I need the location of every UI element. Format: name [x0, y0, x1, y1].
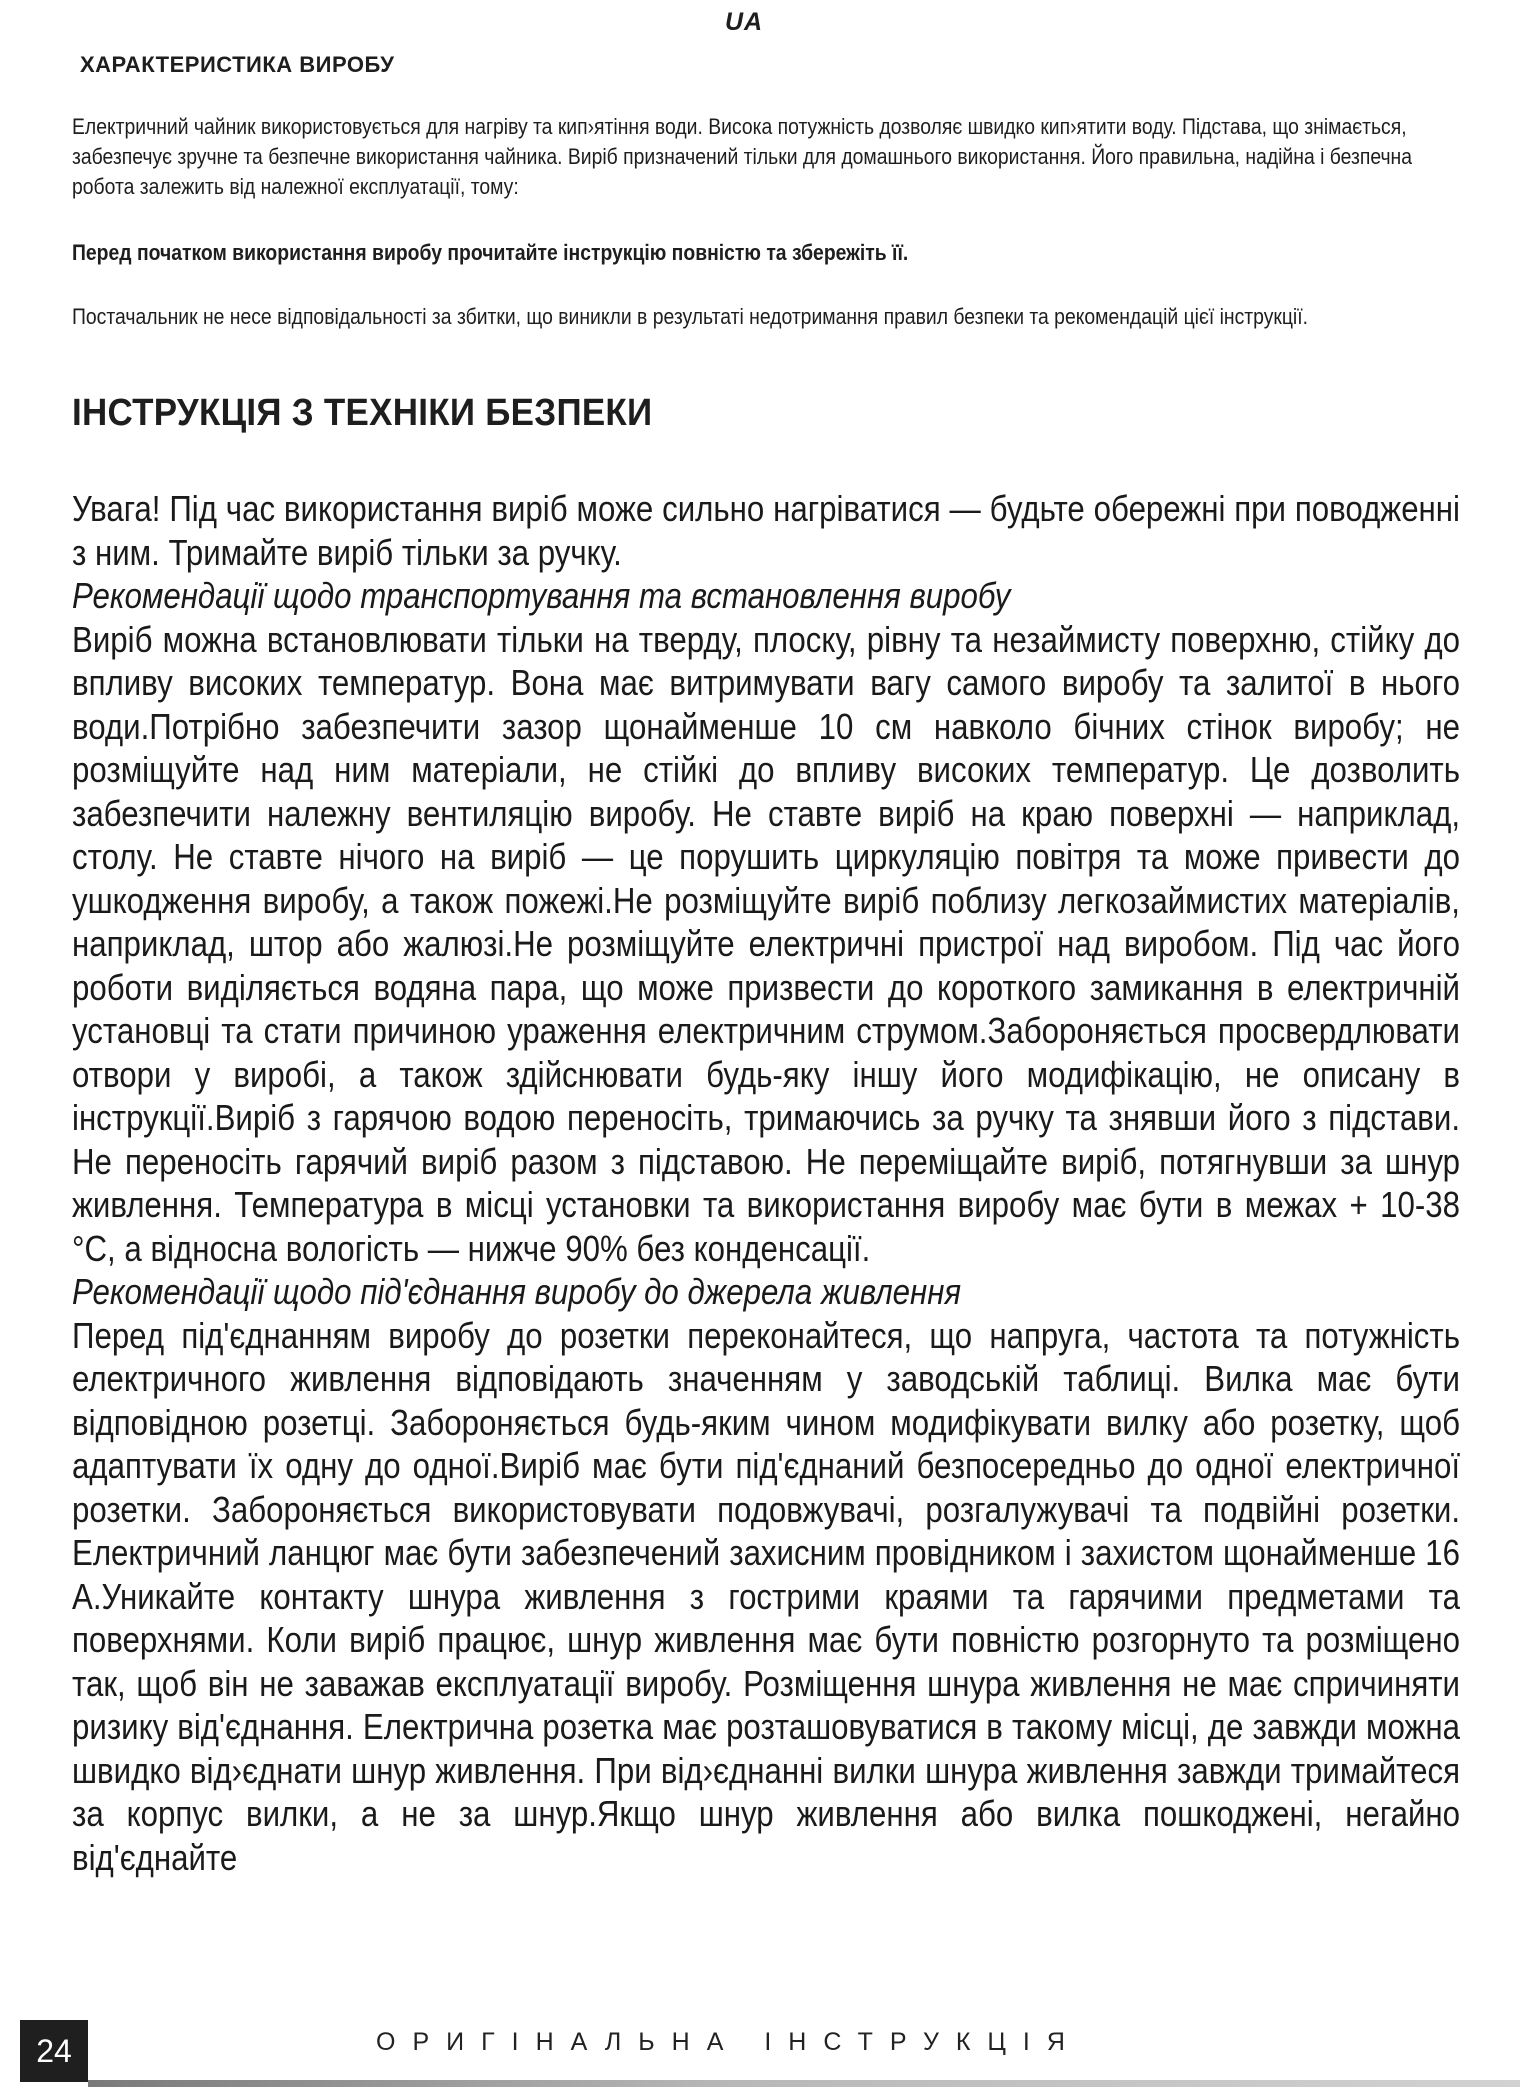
- supplier-disclaimer: Постачальник не несе відповідальності за збитки, що виникли в результаті недотримання правил безпеки та рекомендацій цієї інструкції.: [72, 304, 1309, 329]
- product-section-heading: ХАРАКТЕРИСТИКА ВИРОБУ: [80, 52, 395, 77]
- footer-divider: [88, 2080, 1520, 2087]
- transport-subheading: Рекомендації щодо транспортування та встановлення виробу: [72, 575, 1011, 616]
- safety-section-body: [72, 487, 1460, 1879]
- power-paragraph: Перед під'єднанням виробу до розетки переконайтеся, що напруга, частота та потужність електричного живлення відповідають значенням у заводській таблиці. Вилка має бути відповідною розетці. Забороняється будь-яким чином модифікувати вилку або розетку, щоб адаптувати їх одну до одної.Виріб має бути під'єднаний безпосередньо до одної електричної розетки. Забороняється використовувати подовжувачі, розгалужувачі та подвійні розетки. Електричний ланцюг має бути забезпечений захисним провідником і захистом щонайменше 16 А.Уникайте контакту шнура живлення з гострими краями та гарячими предметами та поверхнями. Коли виріб працює, шнур живлення має бути повністю розгорнуто та розміщено так, щоб він не заважав експлуатації виробу. Розміщення шнура живлення не має спричиняти ризику від'єднання. Електрична розетка має розташовуватися в такому місці, де завжди можна швидко від›єднати шнур живлення. При від›єднанні вилки шнура живлення завжди тримайтеся за корпус вилки, а не за шнур.Якщо шнур живлення або вилка пошкоджені, негайно від'єднайте: [72, 1314, 1460, 1878]
- power-subheading: Рекомендації щодо під'єднання виробу до джерела живлення: [72, 1271, 962, 1312]
- footer-title: ОРИГІНАЛЬНА ІНСТРУКЦІЯ: [376, 2028, 1082, 2056]
- language-tag: UA: [724, 8, 764, 36]
- transport-paragraph: Виріб можна встановлювати тільки на тверду, плоску, рівну та незаймисту поверхню, стійку до впливу високих температур. Вона має витримувати вагу самого виробу та залитої в нього води.Потрібно забезпечити зазор щонайменше 10 см навколо бічних стінок виробу; не розміщуйте над ним матеріали, не стійкі до впливу високих температур. Це дозволить забезпечити належну вентиляцію виробу. Не ставте виріб на краю поверхні — наприклад, столу. Не ставте нічого на виріб — це порушить циркуляцію повітря та може привести до ушкодження виробу, а також пожежі.Не розміщуйте виріб поблизу легкозаймистих матеріалів, наприклад, штор або жалюзі.Не розміщуйте електричні пристрої над виробом. Під час його роботи виділяється водяна пара, що може призвести до короткого замикання в електричній установці та стати причиною ураження електричним струмом.Забороняється просвердлювати отвори у виробі, а також здійснювати будь-яку іншу його модифікацію, не описану в інструкції.Виріб з гарячою водою переносіть, тримаючись за ручку та знявши його з підстави. Не переносіть гарячий виріб разом з підставою. Не переміщайте виріб, потягнувши за шнур живлення. Температура в місці установки та використання виробу має бути в межах + 10-38 °C, а відносна вологість — нижче 90% без конденсації.: [72, 618, 1460, 1269]
- read-instructions-notice: Перед початком використання виробу прочитайте інструкцію повністю та збережіть її.: [72, 240, 909, 265]
- page-number: 24: [20, 2020, 88, 2082]
- product-intro-paragraph: Електричний чайник використовується для нагріву та кип›ятіння води. Висока потужність дозволяє швидко кип›ятити воду. Підставa, що знімається, забезпечує зручне та безпечне використання чайника. Виріб призначений тільки для домашнього використання. Його правильна, надійна і безпечна робота залежить від належної експлуатації, тому:: [72, 114, 1413, 199]
- heat-warning-paragraph: Увага! Під час використання виріб може сильно нагріватися — будьте обережні при поводженні з ним. Тримайте виріб тільки за ручку.: [72, 488, 1460, 573]
- safety-section-heading: ІНСТРУКЦІЯ З ТЕХНІКИ БЕЗПЕКИ: [72, 392, 653, 434]
